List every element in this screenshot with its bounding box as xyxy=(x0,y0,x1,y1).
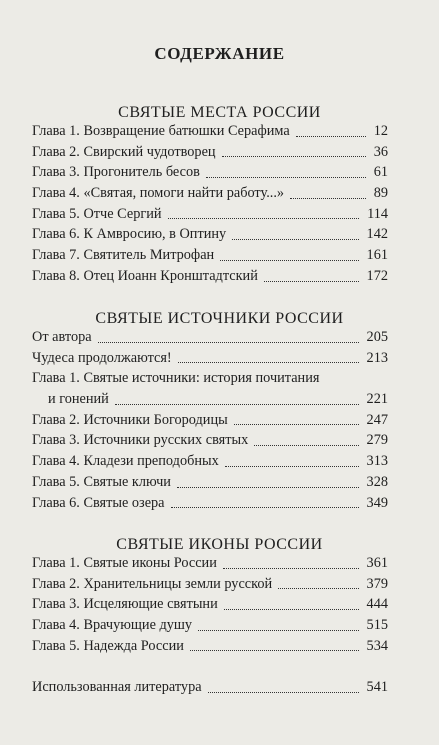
toc-entry-page: 328 xyxy=(366,473,388,490)
toc-entry-label: Глава 3. Прогонитель бесов xyxy=(32,164,200,181)
dot-leader xyxy=(177,487,359,488)
dot-leader xyxy=(220,260,358,261)
toc-entry[interactable] xyxy=(32,574,388,595)
dot-leader xyxy=(98,342,359,343)
toc-entry[interactable] xyxy=(32,348,388,369)
toc-entry-page: 12 xyxy=(373,122,388,139)
toc-entry[interactable] xyxy=(32,472,388,493)
toc-entry-label: Глава 7. Святитель Митрофан xyxy=(32,247,215,264)
dot-leader xyxy=(264,281,359,282)
toc-entry-page: 221 xyxy=(366,391,388,408)
dot-leader xyxy=(225,466,359,467)
toc-entry[interactable] xyxy=(32,451,388,472)
toc-entry[interactable] xyxy=(32,553,388,574)
dot-leader xyxy=(296,136,366,137)
toc-entry[interactable] xyxy=(32,245,388,266)
toc-entry-label: Использованная литература xyxy=(32,679,202,695)
toc-entry-page: 379 xyxy=(366,575,388,592)
toc-entry[interactable] xyxy=(32,121,388,142)
toc-entry-page: 534 xyxy=(366,637,388,654)
toc-entry[interactable] xyxy=(32,368,388,409)
toc-list-bibliography xyxy=(32,677,388,698)
toc-entry-page: 313 xyxy=(366,453,388,470)
toc-entry-label: Глава 6. Святые озера xyxy=(32,494,165,511)
toc-entry-page: 349 xyxy=(366,494,388,511)
dot-leader xyxy=(171,507,359,508)
toc-entry-page: 213 xyxy=(366,349,388,366)
toc-entry-label: Глава 5. Святые ключи xyxy=(32,473,171,490)
toc-list-holy-springs xyxy=(32,327,388,513)
toc-entry[interactable] xyxy=(32,266,388,287)
toc-entry[interactable] xyxy=(32,224,388,245)
dot-leader xyxy=(168,218,360,219)
toc-entry[interactable] xyxy=(32,493,388,514)
toc-entry-page: 89 xyxy=(373,185,388,202)
toc-entry-label: Глава 4. Кладези преподобных xyxy=(32,453,219,470)
toc-entry[interactable] xyxy=(32,162,388,183)
dot-leader xyxy=(206,177,366,178)
toc-entry-label: Глава 5. Надежда России xyxy=(32,637,184,654)
toc-entry-label: Глава 1. Возвращение батюшки Серафима xyxy=(32,123,290,139)
toc-entry-label: От автора xyxy=(32,329,92,345)
toc-entry[interactable] xyxy=(32,327,388,348)
dot-leader xyxy=(222,156,366,157)
dot-leader xyxy=(232,239,358,240)
toc-entry-label: Глава 8. Отец Иоанн Кронштадтский xyxy=(32,267,258,284)
dot-leader xyxy=(224,609,359,610)
toc-entry-label: Глава 4. Врачующие душу xyxy=(32,617,193,634)
dot-leader xyxy=(223,568,359,569)
toc-entry[interactable] xyxy=(32,636,388,657)
toc-entry-page: 279 xyxy=(366,432,388,449)
toc-entry-label: Глава 6. К Амвросию, в Оптину xyxy=(32,226,227,243)
dot-leader xyxy=(254,445,358,446)
toc-entry-page: 36 xyxy=(373,143,388,160)
section-heading-holy-icons: СВЯТЫЕ ИКОНЫ РОССИИ xyxy=(116,536,323,553)
toc-entry[interactable] xyxy=(32,204,388,225)
toc-entry-label: Глава 3. Источники русских святых xyxy=(32,432,249,449)
dot-leader xyxy=(234,424,359,425)
dot-leader xyxy=(208,692,359,693)
page-title: СОДЕРЖАНИЕ xyxy=(154,44,285,63)
dot-leader xyxy=(198,630,358,631)
toc-entry[interactable] xyxy=(32,615,388,636)
dot-leader xyxy=(115,404,359,405)
toc-entry[interactable] xyxy=(32,594,388,615)
toc-entry-label-line1: Глава 1. Святые источники: история почитания xyxy=(32,370,320,387)
toc-entry-label: Глава 2. Источники Богородицы xyxy=(32,411,228,428)
toc-entry[interactable] xyxy=(32,142,388,163)
dot-leader xyxy=(290,198,366,199)
toc-entry-label: Глава 1. Святые иконы России xyxy=(32,555,217,571)
dot-leader xyxy=(178,362,359,363)
toc-entry-page: 541 xyxy=(366,678,388,695)
toc-entry-page: 515 xyxy=(366,617,388,634)
toc-entry-page: 114 xyxy=(367,205,388,222)
toc-entry[interactable] xyxy=(32,410,388,431)
toc-list-holy-places xyxy=(32,121,388,287)
toc-entry[interactable] xyxy=(32,183,388,204)
section-heading-holy-springs: СВЯТЫЕ ИСТОЧНИКИ РОССИИ xyxy=(95,310,344,327)
toc-entry-page: 61 xyxy=(373,164,388,181)
toc-entry-label: Глава 4. «Святая, помоги найти работу...» xyxy=(32,185,285,202)
toc-entry-label: Глава 3. Исцеляющие святыни xyxy=(32,596,218,613)
dot-leader xyxy=(190,650,359,651)
toc-entry-page: 361 xyxy=(366,554,388,571)
toc-entry-page: 142 xyxy=(366,226,388,243)
toc-entry-bibliography[interactable] xyxy=(32,677,388,698)
toc-entry-label: Глава 2. Свирский чудотворец xyxy=(32,143,216,160)
toc-entry-label-line2: и гонений xyxy=(48,391,109,408)
toc-entry[interactable] xyxy=(32,430,388,451)
toc-entry-page: 444 xyxy=(366,596,388,613)
section-heading-holy-places: СВЯТЫЕ МЕСТА РОССИИ xyxy=(118,104,321,121)
toc-entry-label: Чудеса продолжаются! xyxy=(32,349,172,366)
toc-entry-page: 161 xyxy=(366,247,388,264)
toc-entry-page: 172 xyxy=(366,267,388,284)
toc-entry-label: Глава 2. Хранительницы земли русской xyxy=(32,575,273,592)
toc-entry-page: 247 xyxy=(366,411,388,428)
dot-leader xyxy=(278,588,358,589)
toc-entry-page: 205 xyxy=(366,328,388,345)
toc-list-holy-icons xyxy=(32,553,388,656)
toc-entry-label: Глава 5. Отче Сергий xyxy=(32,205,162,222)
